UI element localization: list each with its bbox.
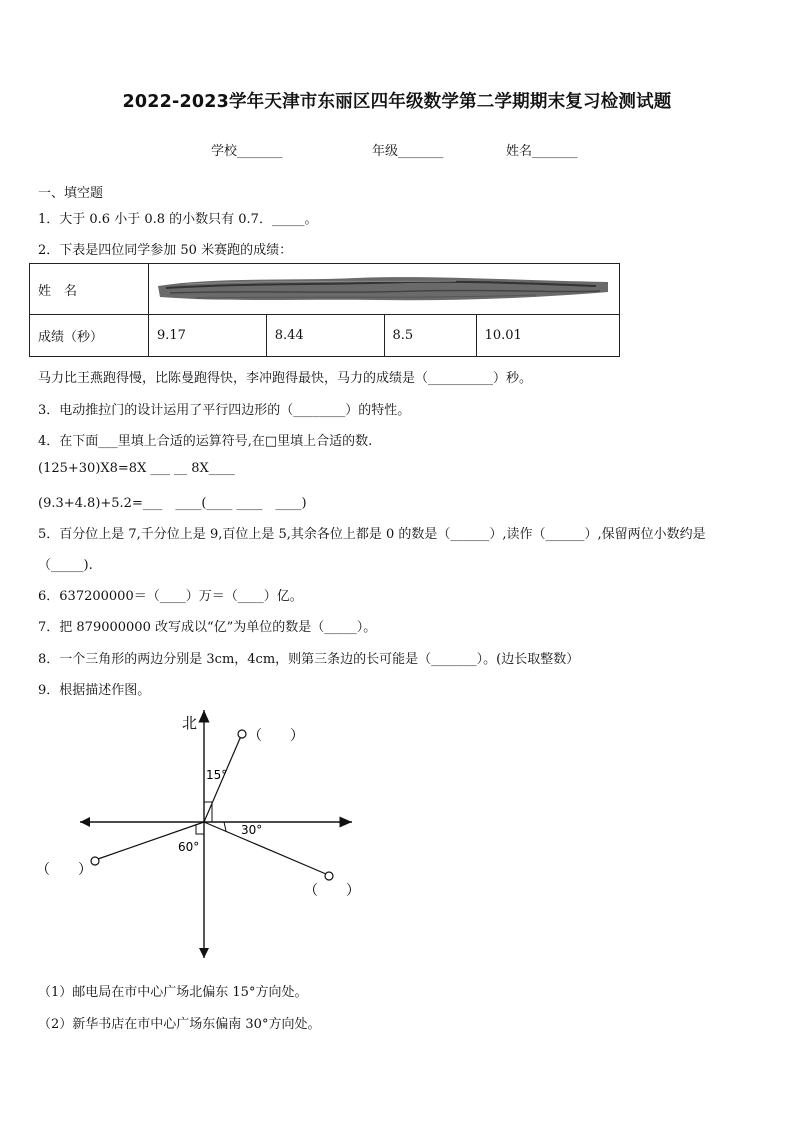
score-cell: 10.01 — [476, 315, 619, 357]
ray-30 — [204, 822, 326, 874]
question-6: 6．637200000＝（____）万＝（____）亿。 — [38, 589, 303, 604]
redaction-scribble — [156, 272, 612, 306]
question-2-followup: 马力比王燕跑得慢，比陈曼跑得快，李冲跑得最快，马力的成绩是（__________）秒。 — [38, 371, 533, 386]
angle-label-30: 30° — [241, 823, 263, 837]
section-heading: 一、填空题 — [38, 186, 104, 201]
question-4: 4．在下面___里填上合适的运算符号,在□里填上合适的数. — [38, 434, 373, 449]
name-field: 姓名_______ — [506, 144, 578, 159]
score-header-cell: 成绩（秒） — [30, 315, 149, 357]
table-row — [30, 315, 620, 357]
answer-blank-15: （ ） — [248, 728, 304, 744]
score-cell: 9.17 — [149, 315, 267, 357]
page-title: 2022-2023学年天津市东丽区四年级数学第二学期期末复习检测试题 — [122, 92, 672, 112]
direction-diagram — [36, 706, 376, 961]
question-9-item-2: （2）新华书店在市中心广场东偏南 30°方向处。 — [38, 1017, 321, 1032]
school-field: 学校_______ — [211, 144, 283, 159]
question-5-cont: （_____). — [38, 558, 93, 573]
angle-label-15: 15° — [206, 768, 228, 782]
north-label: 北 — [182, 714, 198, 732]
score-cell: 8.44 — [266, 315, 384, 357]
point-60 — [91, 857, 99, 865]
angle-mark-60 — [196, 824, 204, 834]
question-8: 8．一个三角形的两边分别是 3cm，4cm，则第三条边的长可能是（_______）。(边长取整数） — [38, 652, 580, 667]
question-3: 3．电动推拉门的设计运用了平行四边形的（________）的特性。 — [38, 403, 411, 418]
question-2: 2．下表是四位同学参加 50 米赛跑的成绩： — [38, 243, 293, 258]
question-7: 7．把 879000000 改写成以“亿”为单位的数是（_____）。 — [38, 620, 377, 635]
name-header-cell: 姓 名 — [30, 264, 149, 315]
question-9-item-1: （1）邮电局在市中心广场北偏东 15°方向处。 — [38, 985, 308, 1000]
point-30 — [325, 872, 333, 880]
question-4-line-1: (125+30)X8=8X ___ __ 8X____ — [38, 461, 235, 476]
question-9: 9．根据描述作图。 — [38, 683, 151, 698]
answer-blank-60: （ ） — [36, 862, 92, 878]
question-4-line-2: (9.3+4.8)+5.2=___ ____(____ ____ ____) — [38, 496, 307, 511]
point-15 — [238, 730, 246, 738]
grade-field: 年级_______ — [372, 144, 444, 159]
south-arrow — [199, 948, 209, 958]
answer-blank-30: （ ） — [304, 883, 360, 899]
question-1: 1．大于 0.6 小于 0.8 的小数只有 0.7．_____。 — [38, 212, 318, 227]
question-5: 5．百分位上是 7,千分位上是 9,百位上是 5,其余各位上都是 0 的数是（______）,读作（______）,保留两位小数约是 — [38, 527, 706, 542]
score-cell: 8.5 — [384, 315, 476, 357]
west-arrow — [80, 817, 90, 827]
angle-mark-30 — [224, 822, 226, 831]
angle-label-60: 60° — [178, 840, 200, 854]
